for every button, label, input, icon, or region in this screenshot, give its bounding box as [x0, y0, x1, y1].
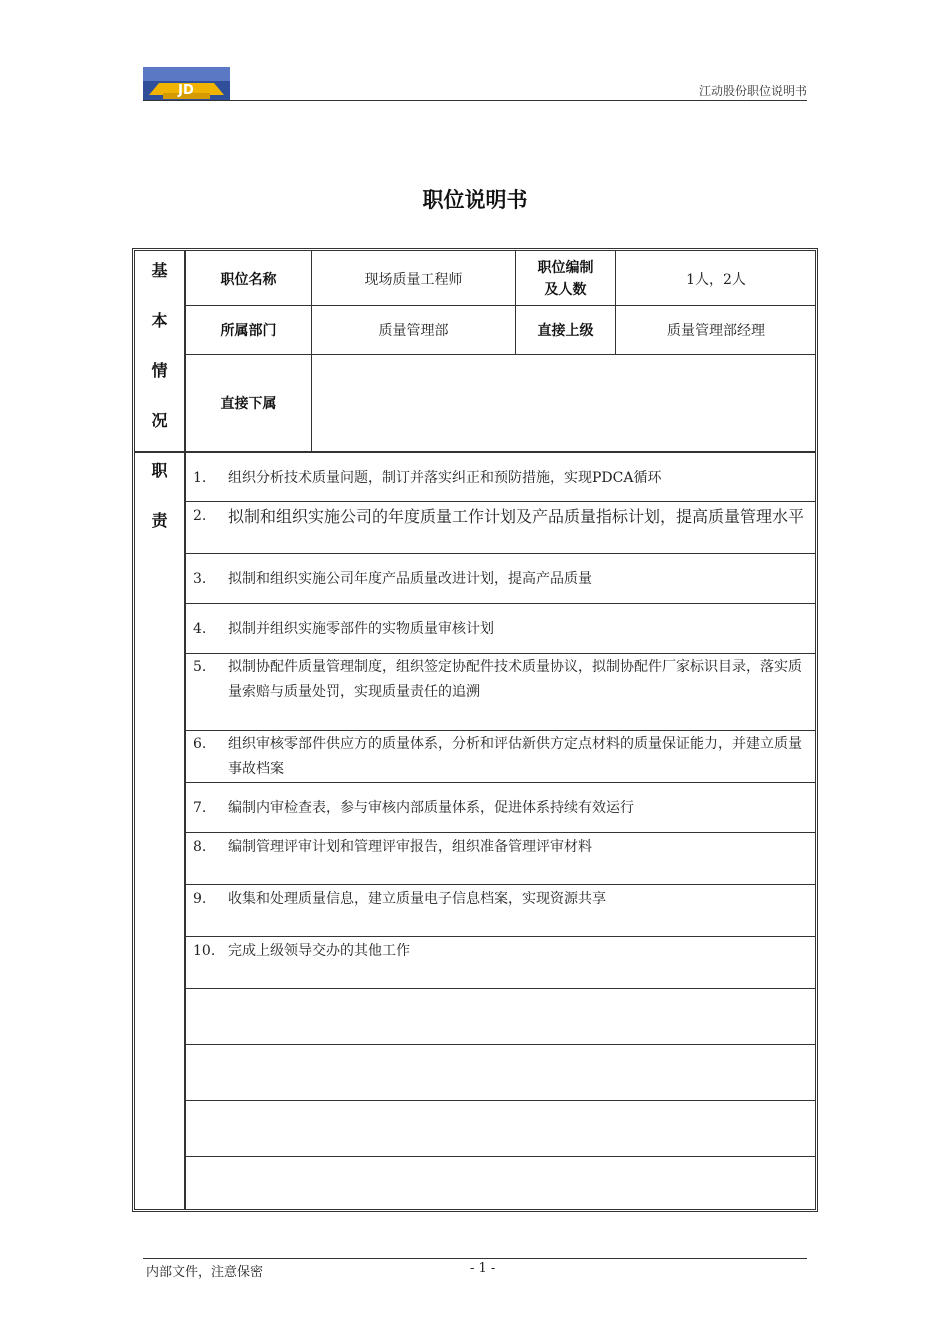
- headcount-label-line2: 及人数: [544, 281, 587, 298]
- duty-text: 拟制和组织实施公司的年度质量工作计划及产品质量指标计划，提高质量管理水平: [228, 507, 805, 526]
- row-divider: [185, 501, 815, 502]
- header-doc-title: 江动股份职位说明书: [698, 84, 807, 98]
- duty-text: 完成上级领导交办的其他工作: [228, 943, 410, 959]
- basic-section-char: 基: [151, 261, 168, 280]
- logo-text: JD: [178, 83, 194, 98]
- duty-number: 9.: [193, 891, 207, 907]
- superior-value: 质量管理部经理: [667, 323, 765, 339]
- duty-text: 组织审核零部件供应方的质量体系，分析和评估新供方定点材料的质量保证能力，并建立质量事故档案: [228, 736, 802, 777]
- duty-text: 组织分析技术质量问题，制订并落实纠正和预防措施，实现PDCA循环: [228, 470, 662, 486]
- duty-number: 5.: [193, 659, 207, 675]
- subordinate-label: 直接下属: [220, 396, 277, 412]
- duty-item: [193, 796, 808, 821]
- duty-item: [193, 617, 808, 642]
- duty-number: 2.: [193, 508, 207, 524]
- duty-number: 10.: [193, 943, 216, 959]
- position-name-label: 职位名称: [220, 271, 277, 288]
- duty-item: [193, 504, 808, 529]
- header-rule: [143, 100, 807, 101]
- duty-text: 编制内审检查表，参与审核内部质量体系，促进体系持续有效运行: [228, 800, 634, 816]
- department-label: 所属部门: [220, 323, 277, 339]
- duty-text: 收集和处理质量信息，建立质量电子信息档案，实现资源共享: [228, 891, 606, 907]
- row-divider: [185, 1100, 815, 1101]
- department-value: 质量管理部: [378, 323, 449, 339]
- row-divider: [185, 603, 815, 604]
- duty-item: [193, 567, 808, 592]
- position-name-value: 现场质量工程师: [364, 271, 463, 288]
- row-divider: [185, 782, 815, 783]
- row-divider: [185, 1156, 815, 1157]
- duty-text: 拟制并组织实施零部件的实物质量审核计划: [228, 621, 494, 637]
- section-divider: [134, 451, 816, 453]
- basic-section-char: 情: [151, 361, 168, 380]
- headcount-value: 1人，2人: [686, 271, 746, 288]
- duty-item: [193, 887, 808, 912]
- basic-section-char: 况: [151, 411, 168, 430]
- superior-label: 直接上级: [537, 323, 594, 339]
- duty-number: 4.: [193, 621, 207, 637]
- duty-number: 8.: [193, 839, 207, 855]
- row-divider: [185, 653, 815, 654]
- duty-text: 编制管理评审计划和管理评审报告，组织准备管理评审材料: [228, 839, 592, 855]
- duty-number: 3.: [193, 571, 207, 587]
- subordinate-value: [312, 355, 815, 451]
- row-divider: [185, 832, 815, 833]
- duty-text: 拟制协配件质量管理制度，组织签定协配件技术质量协议，拟制协配件厂家标识目录，落实质量索赔与质量处罚，实现质量责任的追溯: [228, 659, 802, 700]
- duties-section-char: 职: [151, 461, 168, 480]
- duty-item: [193, 939, 808, 964]
- footer-rule: [143, 1258, 807, 1259]
- row-divider: [185, 884, 815, 885]
- duty-item: [193, 835, 808, 860]
- row-divider: [185, 730, 815, 731]
- row-divider: [185, 936, 815, 937]
- basic-section-char: 本: [151, 311, 168, 330]
- page-number: - 1 -: [470, 1261, 496, 1276]
- duty-number: 1.: [193, 470, 207, 486]
- duty-number: 7.: [193, 800, 207, 816]
- company-logo: [143, 67, 230, 101]
- footer-confidential-note: 内部文件，注意保密: [146, 1265, 264, 1280]
- duty-item: [193, 466, 808, 491]
- row-divider: [185, 988, 815, 989]
- duty-number: 6.: [193, 736, 207, 752]
- headcount-label-line1: 职位编制: [537, 259, 594, 276]
- duty-item: [193, 732, 808, 782]
- duty-text: 拟制和组织实施公司年度产品质量改进计划，提高产品质量: [228, 571, 592, 587]
- page-title: 职位说明书: [422, 188, 528, 212]
- headcount-label: [516, 252, 615, 305]
- row-divider: [185, 1044, 815, 1045]
- row-divider: [185, 553, 815, 554]
- duty-item: [193, 655, 808, 705]
- duties-section-char: 责: [151, 511, 168, 530]
